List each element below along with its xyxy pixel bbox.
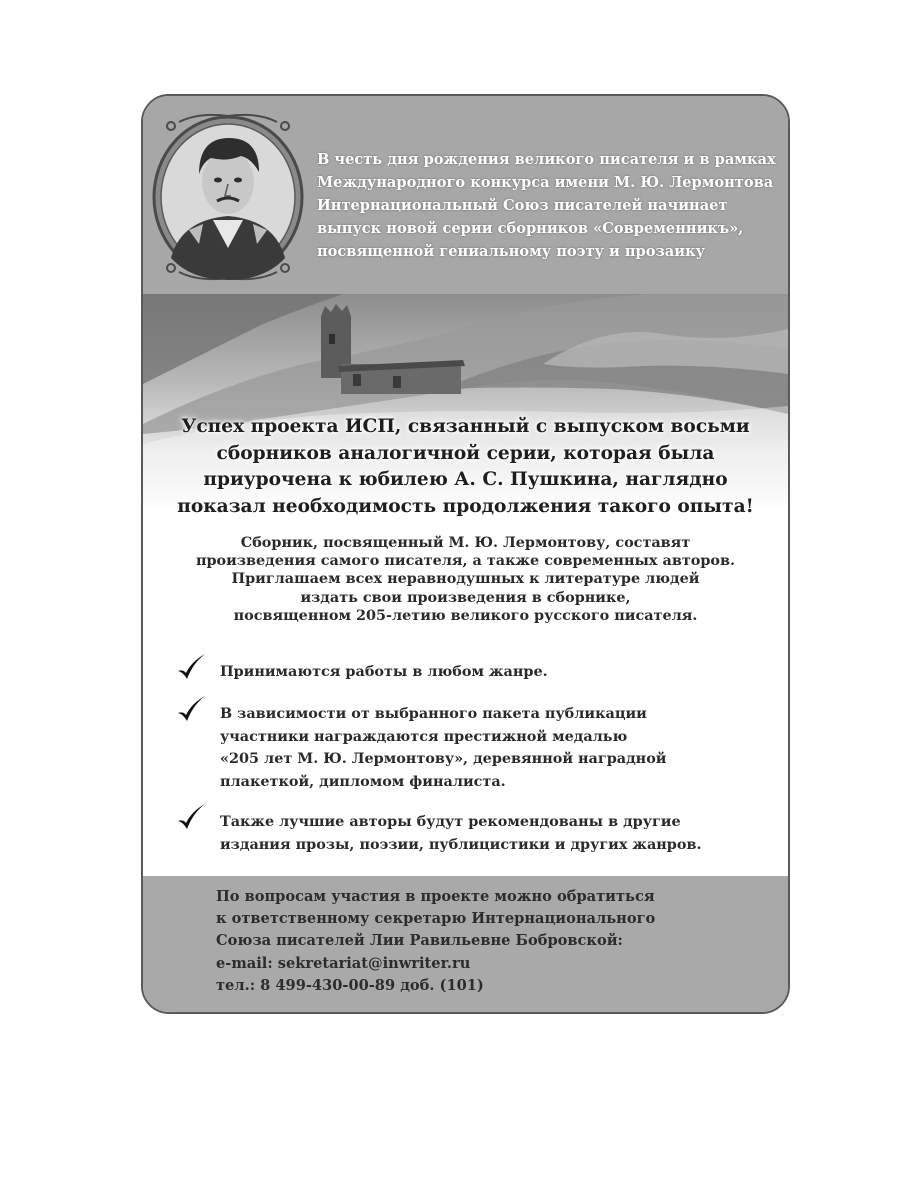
checkmark-icon [175,653,207,683]
intro-text: В честь дня рождения великого писателя и в рамках Международного конкурса имени М. Ю. Лермонтова Интернациональный Союз писателей начинает выпуск новой серии сборников «Современникъ», посвященной гениальному поэту и прозаику [317,151,776,260]
checkmark-icon [175,695,207,725]
contact-panel [143,876,788,1012]
flyer-card [141,94,790,1014]
header-panel [143,96,788,294]
portrait-medallion [149,108,307,286]
description-text: Сборник, посвященный М. Ю. Лермонтову, составят произведения самого писателя, а также современных авторов. Приглашаем всех неравнодушных к литературе людей издать свои произведения в сборнике, посвященном 205-летию великого русского писателя. [195,534,736,624]
list-item-text: Принимаются работы в любом жанре. [220,663,548,680]
contact-text: По вопросам участия в проекте можно обратиться к ответственному секретарю Интернационального Союза писателей Лии Равильевне Бобровской: e-mail: sekretariat@inwriter.ru тел.: 8 499-430-00-89 доб. (101) [216,888,656,994]
list-item-text: В зависимости от выбранного пакета публикации участники награждаются престижной медалью «205 лет М. Ю. Лермонтову», деревянной наградной плакеткой, дипломом финалиста. [220,705,667,790]
headline: Успех проекта ИСП, связанный с выпуском восьми сборников аналогичной серии, которая была приурочена к юбилею А. С. Пушкина, наглядно показал необходимость продолжения такого опыта! [177,416,754,517]
checkmark-icon [175,803,207,833]
list-item-text: Также лучшие авторы будут рекомендованы в другие издания прозы, поэзии, публицистики и других жанров. [220,813,702,853]
